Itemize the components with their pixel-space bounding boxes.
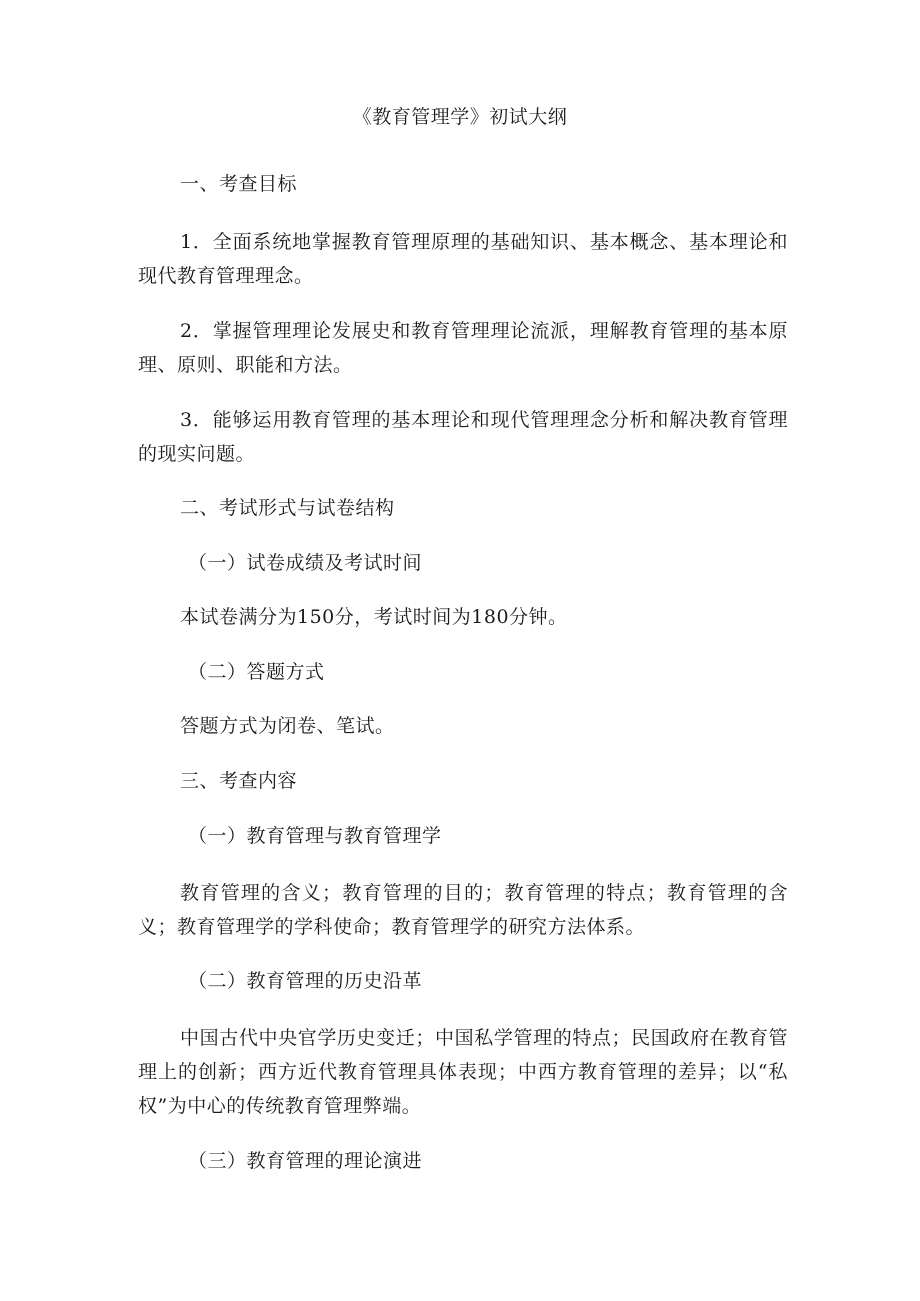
section-heading-content: 三、考查内容 bbox=[180, 770, 298, 792]
management-discipline-text: 教育管理的含义；教育管理的目的；教育管理的特点；教育管理的含义；教育管理学的学科使命；教育管理学的研究方法体系。 bbox=[138, 882, 788, 938]
answer-mode-text: 答题方式为闭卷、笔试。 bbox=[180, 715, 395, 737]
score-time-text: 本试卷满分为150分，考试时间为180分钟。 bbox=[180, 606, 568, 628]
objective-item-3: 3．能够运用教育管理的基本理论和现代管理理念分析和解决教育管理的现实问题。 bbox=[138, 409, 788, 465]
section-heading-objectives: 一、考查目标 bbox=[180, 173, 298, 195]
subsection-heading-score-time: （一）试卷成绩及考试时间 bbox=[188, 552, 423, 574]
document-title: 《教育管理学》初试大纲 bbox=[352, 106, 568, 128]
section-heading-exam-format: 二、考试形式与试卷结构 bbox=[180, 497, 395, 519]
objective-item-1: 1．全面系统地掌握教育管理原理的基础知识、基本概念、基本理论和现代教育管理理念。 bbox=[138, 231, 788, 287]
history-text: 中国古代中央官学历史变迁；中国私学管理的特点；民国政府在教育管理上的创新；西方近代教育管理具体表现；中西方教育管理的差异；以“私权”为中心的传统教育管理弊端。 bbox=[138, 1027, 788, 1117]
subsection-heading-management-discipline: （一）教育管理与教育管理学 bbox=[188, 825, 442, 847]
subsection-heading-theory: （三）教育管理的理论演进 bbox=[188, 1150, 423, 1172]
objective-item-2: 2．掌握管理理论发展史和教育管理理论流派，理解教育管理的基本原理、原则、职能和方法。 bbox=[138, 320, 788, 376]
subsection-heading-answer-mode: （二）答题方式 bbox=[188, 661, 325, 683]
subsection-heading-history: （二）教育管理的历史沿革 bbox=[188, 970, 423, 992]
